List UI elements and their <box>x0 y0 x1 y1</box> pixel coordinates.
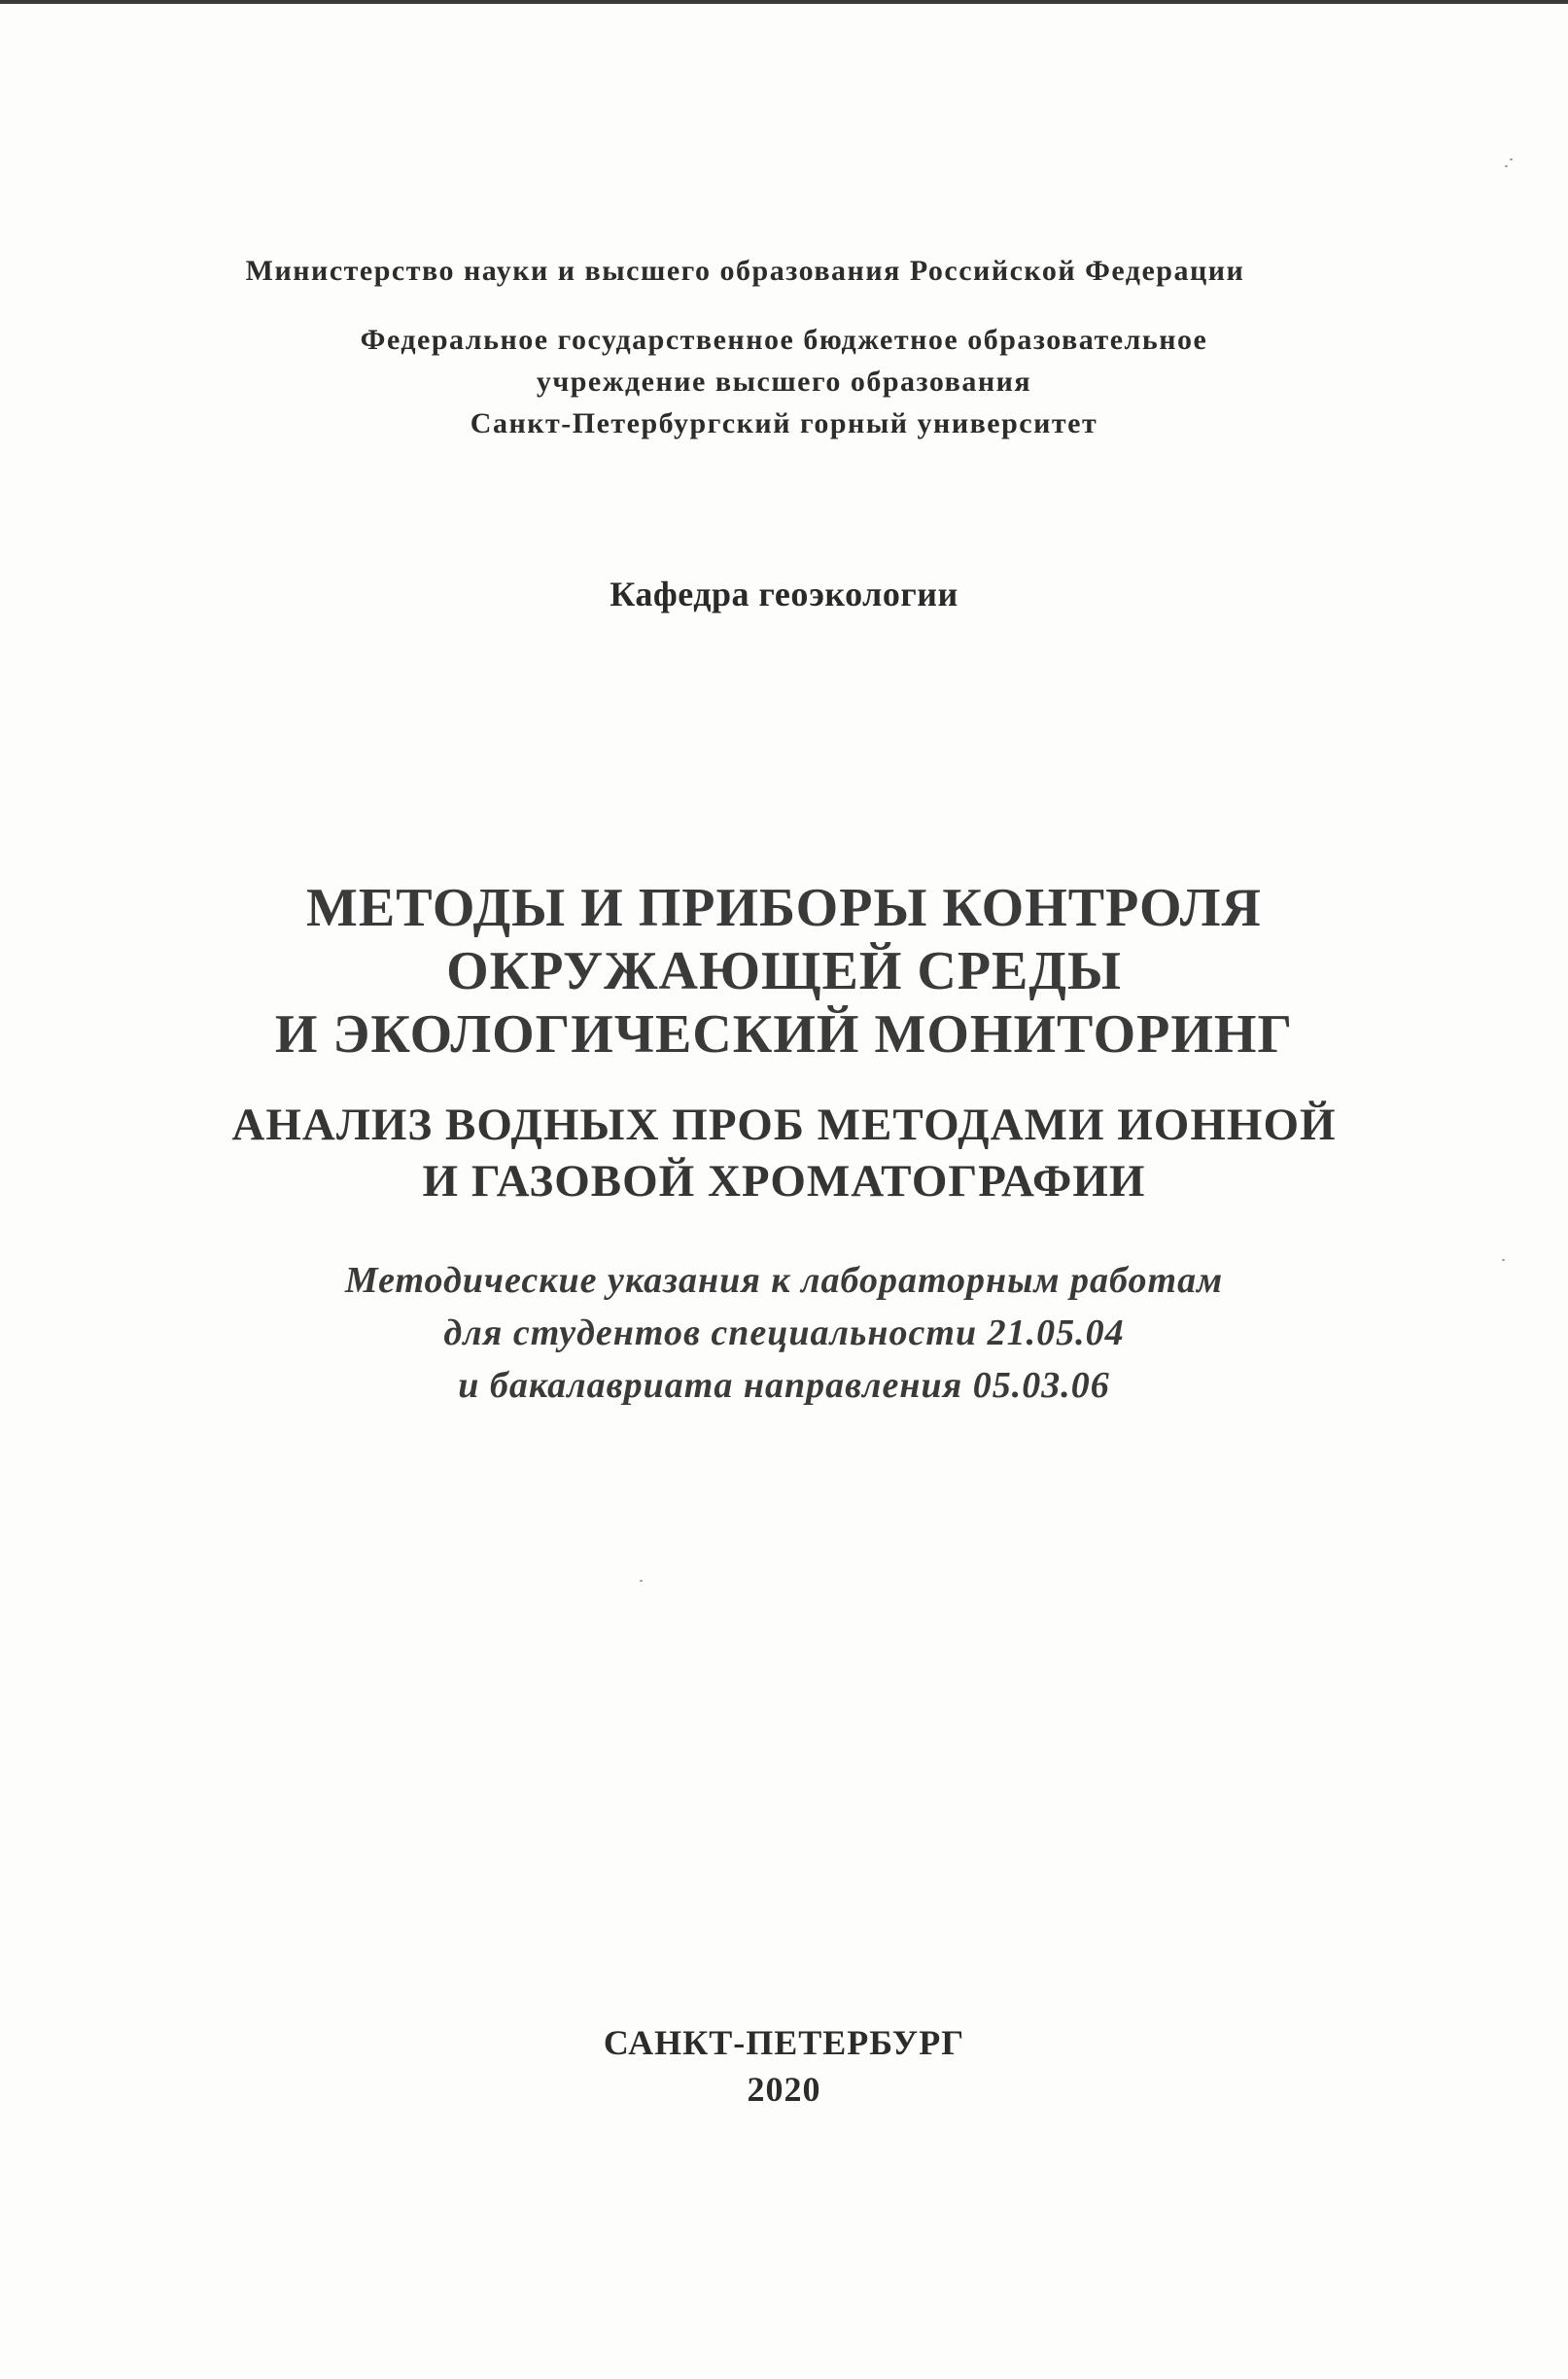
title-line-1: МЕТОДЫ И ПРИБОРЫ КОНТРОЛЯ <box>306 878 1262 938</box>
scan-speck <box>640 1580 643 1582</box>
description-line-1: Методические указания к лабораторным работам <box>344 1260 1224 1301</box>
institution-line-1: Федеральное государственное бюджетное образовательное <box>360 324 1208 356</box>
scan-top-edge <box>0 0 1568 4</box>
subtitle-line-2: И ГАЗОВОЙ ХРОМАТОГРАФИИ <box>422 1156 1146 1207</box>
department-name: Кафедра геоэкологии <box>610 575 958 613</box>
description-line-3: и бакалавриата направления 05.03.06 <box>458 1365 1110 1406</box>
description-line-2: для студентов специальности 21.05.04 <box>443 1312 1125 1353</box>
scan-speck <box>1505 165 1508 167</box>
institution-line-2: учреждение высшего образования <box>536 366 1032 398</box>
title-line-3: И ЭКОЛОГИЧЕСКИЙ МОНИТОРИНГ <box>274 1004 1294 1065</box>
title-line-2: ОКРУЖАЮЩЕЙ СРЕДЫ <box>446 941 1122 1001</box>
imprint-year: 2020 <box>747 2070 821 2109</box>
subtitle-line-1: АНАЛИЗ ВОДНЫХ ПРОБ МЕТОДАМИ ИОННОЙ <box>231 1100 1337 1150</box>
institution-line-3: Санкт-Петербургский горный университет <box>470 407 1098 439</box>
scan-speck <box>1502 1259 1505 1261</box>
imprint-city: САНКТ-ПЕТЕРБУРГ <box>603 2023 965 2062</box>
ministry-line: Министерство науки и высшего образования Российской Федерации <box>245 255 1245 287</box>
scan-speck <box>1510 158 1513 160</box>
